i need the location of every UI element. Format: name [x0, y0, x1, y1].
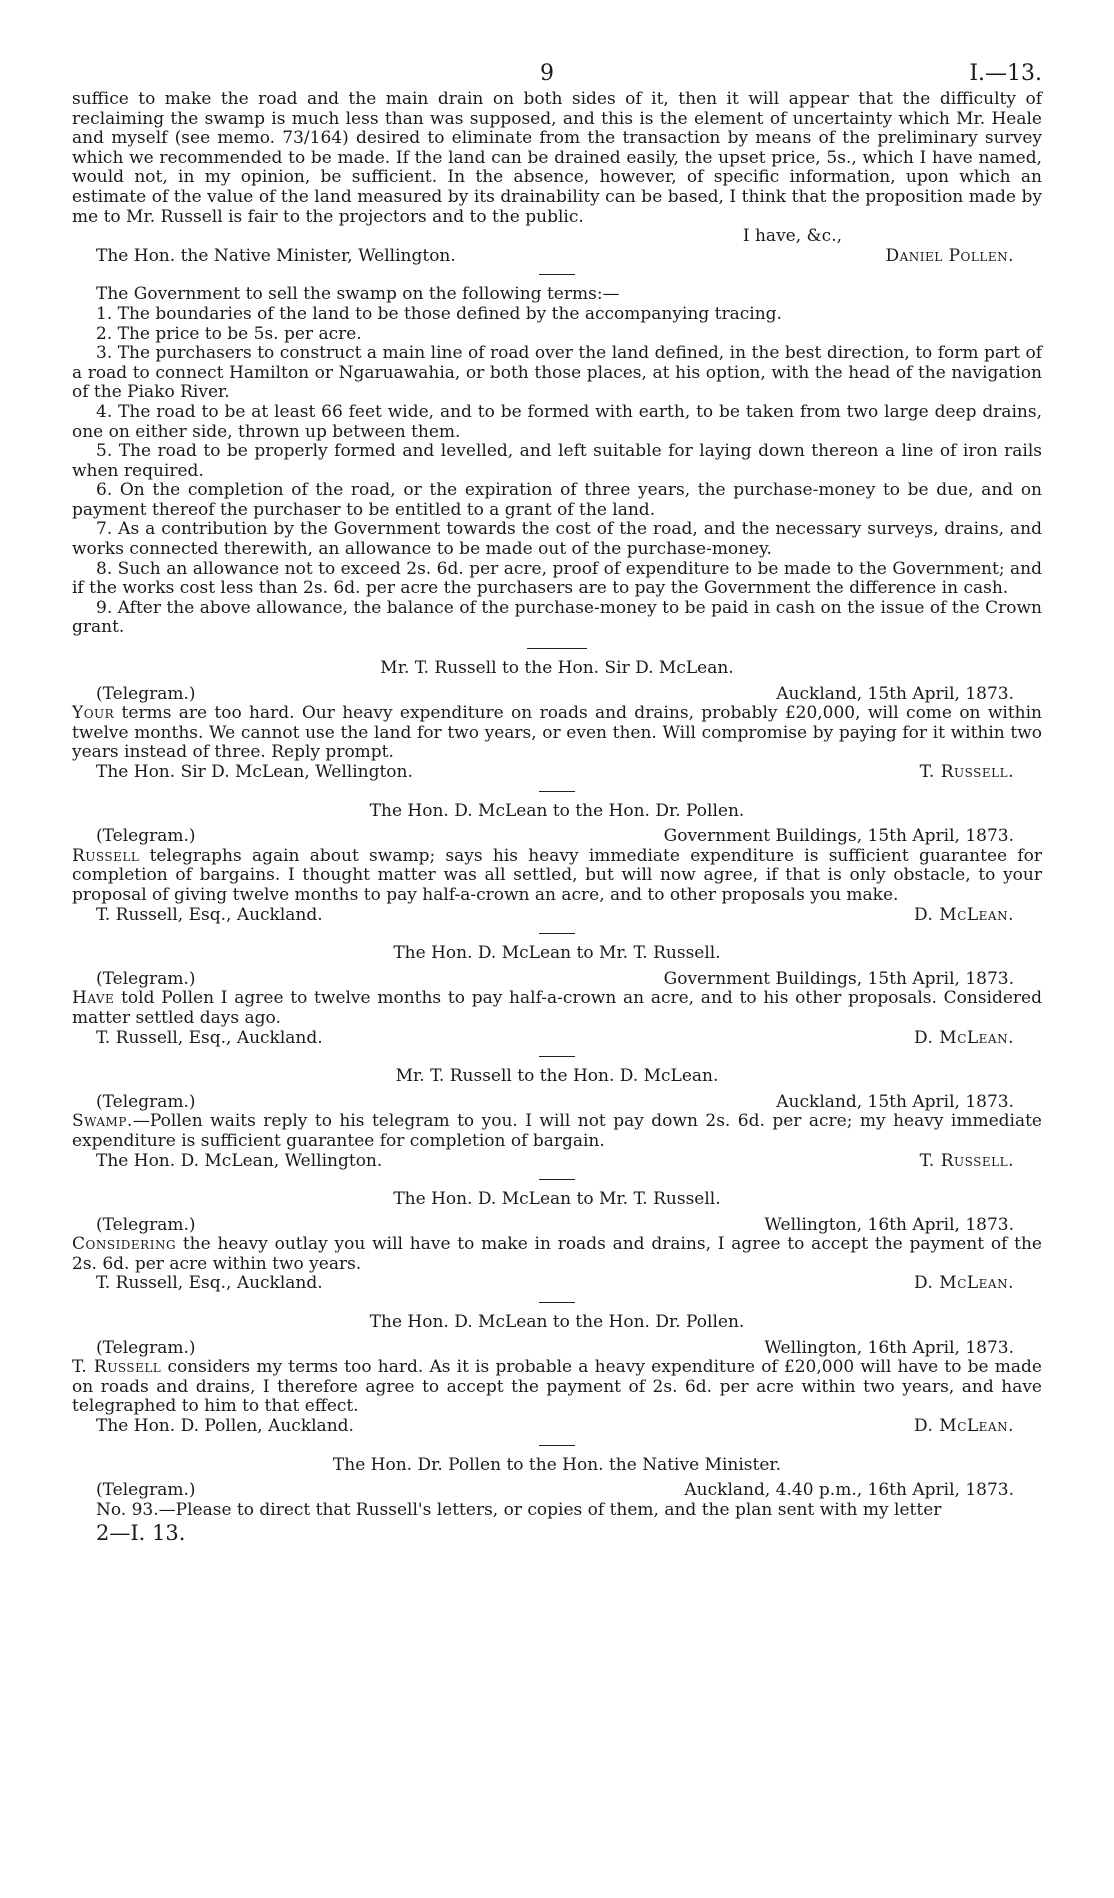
telegram-signature: D. McLean. [913, 904, 1014, 925]
telegram-type: (Telegram.) [96, 968, 196, 989]
section-divider [539, 1179, 575, 1180]
telegram-heading: The Hon. D. McLean to Mr. T. Russell. [393, 943, 721, 964]
telegram-signature-row [72, 1152, 1042, 1172]
telegram-place-date: Wellington, 16th April, 1873. [764, 1337, 1014, 1358]
section-divider [539, 274, 575, 275]
telegram-text: —Pollen waits reply to his telegram to you. I will not pay down 2s. 6d. per acre; my heavy immediate expenditure is sufficient guarantee for completion of bargain. [72, 1111, 1042, 1151]
terms-section [72, 285, 1042, 638]
telegram-lead: Have [72, 988, 115, 1009]
telegram-place-date: Government Buildings, 15th April, 1873. [663, 826, 1014, 847]
telegram-addressee: The Hon. D. McLean, Wellington. [96, 1150, 383, 1171]
telegram-text: told Pollen I agree to twelve months to pay half-a-crown an acre, and to his other proposals. Considered matter settled days ago. [72, 988, 1042, 1028]
telegram-signature-row [72, 1274, 1042, 1294]
telegram-body [72, 1235, 1042, 1274]
section-divider [539, 1302, 575, 1303]
telegram [72, 659, 1042, 783]
telegram [72, 1456, 1042, 1521]
telegram-signature-row [72, 906, 1042, 926]
term-item: 3. The purchasers to construct a main line of road over the land defined, in the best direction, to form part of a road to connect Hamilton or Ngaruawahia, or both those places, at his option, with the head of the navigation of the Piako River. [72, 343, 1042, 403]
telegram-text: the heavy outlay you will have to make in roads and drains, I agree to accept the payment of the 2s. 6d. per acre within two years. [72, 1234, 1042, 1274]
terms-intro: The Government to sell the swamp on the following terms:— [96, 284, 620, 305]
telegram-place-date: Auckland, 4.40 p.m., 16th April, 1873. [684, 1480, 1014, 1501]
telegram-signature: D. McLean. [913, 1027, 1014, 1048]
telegram-type: (Telegram.) [96, 1480, 196, 1501]
telegram [72, 1190, 1042, 1294]
term-item: 5. The road to be properly formed and levelled, and left suitable for laying down thereon a line of iron rails when required. [72, 441, 1042, 481]
telegram-text: telegraphs again about swamp; says his heavy immediate expenditure is sufficient guarantee for completion of bargains. I thought matter was all settled, but will now agree, if that is only obstacle, to your proposal of giving twelve months to pay half-a-crown an acre, and to other proposals you make. [72, 845, 1042, 905]
term-item: 8. Such an allowance not to exceed 2s. 6d. per acre, proof of expenditure to be made to the Government; and if the works cost less than 2s. 6d. per acre the purchasers are to pay the Government the difference in cash. [72, 558, 1042, 599]
telegram-heading: Mr. T. Russell to the Hon. D. McLean. [395, 1066, 719, 1087]
telegram-signature: T. Russell. [919, 762, 1014, 782]
telegram-body: No. 93.—Please to direct that Russell's letters, or copies of them, and the plan sent with my letter [96, 1499, 942, 1520]
section-divider [539, 791, 575, 792]
term-item: 4. The road to be at least 66 feet wide, and to be formed with earth, to be taken from two large deep drains, one on either side, thrown up between them. [72, 401, 1042, 442]
telegram-body [72, 989, 1042, 1028]
term-item: 6. On the completion of the road, or the expiration of three years, the purchase-money to be due, and on payment thereof the purchaser to be entitled to a grant of the land. [72, 480, 1042, 520]
telegram-meta [72, 1481, 1042, 1501]
telegram-addressee: T. Russell, Esq., Auckland. [96, 1027, 323, 1048]
telegram [72, 802, 1042, 926]
telegram-meta [72, 685, 1042, 705]
letter-signature-row [72, 247, 1042, 267]
page-reference: I.—13. [969, 61, 1042, 86]
term-item: 1. The boundaries of the land to be those defined by the accompanying tracing. [96, 303, 782, 324]
page-header [72, 56, 1042, 90]
section-divider [527, 648, 587, 649]
telegram-type: (Telegram.) [96, 683, 196, 704]
telegram-lead: Your [72, 703, 115, 724]
telegram-place-date: Auckland, 15th April, 1873. [776, 1091, 1014, 1112]
telegram-heading: The Hon. Dr. Pollen to the Hon. the Native Minister. [332, 1454, 782, 1475]
telegram-body [72, 1358, 1042, 1417]
telegram-type: (Telegram.) [96, 1214, 196, 1235]
telegram-meta [72, 827, 1042, 847]
telegram-place-date: Auckland, 15th April, 1873. [776, 683, 1014, 704]
page-number: 9 [540, 61, 554, 86]
letter-signature: Daniel Pollen. [885, 245, 1014, 266]
telegram [72, 944, 1042, 1048]
intro-letter [72, 90, 1042, 266]
telegram-meta [72, 970, 1042, 990]
telegram-body [72, 704, 1042, 763]
telegram-type: (Telegram.) [96, 826, 196, 847]
telegram-lead: T. Russell [72, 1357, 162, 1378]
telegram-addressee: T. Russell, Esq., Auckland. [96, 904, 323, 925]
section-divider [539, 1056, 575, 1057]
telegram-heading: The Hon. D. McLean to the Hon. Dr. Pollen. [369, 1312, 745, 1333]
telegram [72, 1313, 1042, 1437]
telegram-meta [72, 1093, 1042, 1113]
telegram-signature-row [72, 1417, 1042, 1437]
term-item: 2. The price to be 5s. per acre. [96, 323, 362, 344]
telegram-body [72, 847, 1042, 906]
letter-closing: I have, &c., [742, 226, 842, 247]
telegram-signature-row [72, 1029, 1042, 1049]
section-divider [539, 933, 575, 934]
telegram-body [72, 1112, 1042, 1151]
telegram-text: terms are too hard. Our heavy expenditure on roads and drains, probably £20,000, will come on within twelve months. We cannot use the land for two years, or even then. Will compromise by paying for it within two years instead of three. Reply prompt. [72, 703, 1042, 763]
telegram-signature: D. McLean. [913, 1416, 1014, 1437]
telegram-signature: D. McLean. [913, 1273, 1014, 1294]
telegram-text: considers my terms too hard. As it is probable a heavy expenditure of £20,000 will have to be made on roads and drains, I therefore agree to accept the payment of 2s. 6d. per acre within two years, and have telegraphed to him to that effect. [72, 1357, 1042, 1417]
telegram-addressee: T. Russell, Esq., Auckland. [96, 1273, 323, 1294]
telegram-addressee: The Hon. Sir D. McLean, Wellington. [96, 762, 413, 782]
telegram-meta [72, 1339, 1042, 1359]
telegram-lead: Russell [72, 845, 140, 866]
telegram-heading: Mr. T. Russell to the Hon. Sir D. McLean. [380, 658, 734, 679]
telegram [72, 1067, 1042, 1171]
term-item: 7. As a contribution by the Government towards the cost of the road, and the necessary surveys, drains, and works connected therewith, an allowance to be made out of the purchase-money. [72, 519, 1042, 560]
letter-addressee: The Hon. the Native Minister, Wellington. [96, 245, 456, 266]
telegram-lead: Considering [72, 1234, 177, 1255]
section-divider [539, 1445, 575, 1446]
telegram-signature: T. Russell. [919, 1150, 1014, 1171]
telegram-meta [72, 1216, 1042, 1236]
telegram-type: (Telegram.) [96, 1337, 196, 1358]
telegram-heading: The Hon. D. McLean to the Hon. Dr. Pollen. [369, 800, 745, 821]
document-page [72, 56, 1042, 1544]
telegram-place-date: Wellington, 16th April, 1873. [764, 1214, 1014, 1235]
telegram-lead: Swamp. [72, 1111, 133, 1132]
telegram-type: (Telegram.) [96, 1091, 196, 1112]
telegram-addressee: The Hon. D. Pollen, Auckland. [96, 1416, 354, 1437]
telegram-heading: The Hon. D. McLean to Mr. T. Russell. [393, 1189, 721, 1210]
telegram-place-date: Government Buildings, 15th April, 1873. [663, 968, 1014, 989]
telegram-signature-row [72, 763, 1042, 783]
term-item: 9. After the above allowance, the balance of the purchase-money to be paid in cash on the issue of the Crown grant. [72, 597, 1042, 638]
intro-paragraph: suffice to make the road and the main drain on both sides of it, then it will appear that the difficulty of reclaiming the swamp is much less than was supposed, and this is the element of uncertainty which Mr. Heale and myself (see memo. 73/164) desired to eliminate from the transaction by means of the preliminary survey which we recommended to be made. If the land can be drained easily, the upset price, 5s., which I have named, would not, in my opinion, be sufficient. In the absence, however, of specific information, upon which an estimate of the value of the land measured by its drainability can be based, I think that the proposition made by me to Mr. Russell is fair to the projectors and to the public. [72, 89, 1042, 227]
signature-mark: 2—I. 13. [96, 1521, 186, 1546]
